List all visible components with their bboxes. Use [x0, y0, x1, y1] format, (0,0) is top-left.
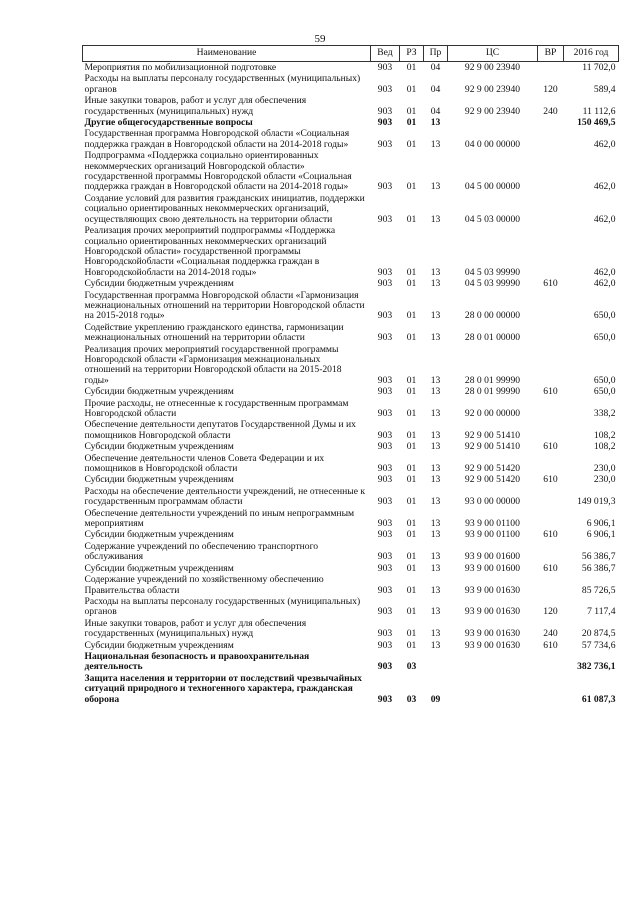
cell-pr: 13: [430, 584, 441, 596]
cell-sum: 57 734,6: [581, 639, 616, 651]
cell-name: Субсидии бюджетным учреждениям: [84, 529, 234, 541]
table-row: [83, 541, 619, 563]
cell-cs: [448, 117, 538, 128]
cell-rz: 01: [406, 83, 417, 95]
header-rz: РЗ: [400, 46, 424, 62]
cell-ved: 903: [377, 83, 393, 95]
cell-pr: 13: [430, 138, 441, 150]
cell-rz: 01: [406, 474, 417, 486]
cell-vr: [538, 344, 564, 387]
cell-ved: 903: [377, 386, 393, 398]
cell-cs: [448, 651, 538, 673]
cell-name: Другие общегосударственные вопросы: [84, 117, 253, 129]
cell-vr: [538, 574, 564, 596]
cell-ved: 903: [377, 310, 393, 322]
cell-name: Обеспечение деятельности депутатов Государственной Думы и их помощников Новгородской области: [84, 419, 356, 441]
cell-name: Государственная программа Новгородской области «Социальная поддержка граждан в Новгородской области на 2014-2018 годы»: [84, 128, 350, 150]
cell-cs: 04 5 03 00000: [464, 213, 521, 225]
cell-ved: 903: [377, 181, 393, 193]
cell-name: Подпрограмма «Поддержка социально ориентированных некоммерческих организаций Новгородской области» государственной программы Новгородской области «Социальная поддержка граждан в Новгородской области на 2014-2018 годы»: [84, 150, 352, 193]
cell-name: Содействие укреплению гражданского единства, гармонизации межнациональных отношений на территории области: [84, 321, 344, 344]
cell-pr: 13: [430, 429, 441, 441]
cell-rz: 01: [406, 62, 417, 73]
cell-pr: 13: [430, 628, 441, 640]
cell-sum: 149 019,3: [577, 496, 616, 508]
cell-sum: 462,0: [593, 278, 616, 290]
cell-sum: 11 112,6: [582, 105, 616, 117]
cell-cs: 92 9 00 51410: [464, 441, 521, 453]
cell-ved: 903: [377, 213, 393, 225]
cell-vr: [538, 398, 564, 420]
cell-cs: 92 9 00 51420: [464, 474, 521, 486]
cell-vr: [538, 673, 564, 705]
cell-ved: 903: [377, 463, 393, 475]
cell-pr: 13: [430, 474, 441, 486]
cell-name: Реализация прочих мероприятий государственной программы Новгородской области «Гармонизация межнациональных отношений на территории Новгородской области на 2015-2018 годы»: [84, 343, 342, 386]
cell-ved: 903: [377, 441, 393, 453]
cell-sum: 150 469,5: [577, 117, 616, 129]
cell-name: Субсидии бюджетным учреждениям: [84, 278, 234, 290]
cell-cs: 04 5 00 00000: [464, 181, 521, 193]
cell-name: Субсидии бюджетным учреждениям: [84, 639, 234, 651]
table-row: [83, 278, 619, 289]
cell-pr: 09: [430, 693, 441, 705]
cell-cs: 28 0 01 00000: [464, 332, 521, 344]
cell-sum: 108,2: [593, 429, 616, 441]
header-name: Наименование: [83, 46, 371, 62]
cell-sum: 462,0: [593, 213, 616, 225]
cell-ved: 903: [377, 518, 393, 530]
cell-ved: 903: [377, 661, 393, 673]
cell-sum: 462,0: [593, 138, 616, 150]
cell-ved: 903: [377, 408, 393, 419]
cell-rz: 01: [406, 463, 417, 475]
cell-cs: 28 0 01 99990: [464, 386, 521, 398]
cell-sum: 338,2: [593, 408, 616, 419]
cell-name: Иные закупки товаров, работ и услуг для обеспечения государственных (муниципальных) нужд: [84, 95, 307, 117]
cell-ved: 903: [377, 584, 393, 596]
table-row: [83, 290, 619, 322]
table-row: [83, 563, 619, 574]
table-row: [83, 441, 619, 452]
cell-vr: 610: [543, 278, 558, 290]
cell-pr: 13: [430, 213, 441, 225]
cell-vr: [538, 290, 564, 322]
cell-name: Расходы на обеспечение деятельности учреждений, не отнесенные к государственным программам области: [84, 485, 366, 508]
cell-vr: [538, 508, 564, 530]
table-row: [83, 474, 619, 485]
cell-pr: 13: [430, 278, 441, 290]
table-row: [83, 95, 619, 117]
table-row: [83, 574, 619, 596]
cell-pr: 13: [430, 463, 441, 475]
cell-sum: 108,2: [593, 441, 616, 453]
cell-rz: 01: [406, 332, 417, 344]
cell-sum: 56 386,7: [581, 562, 616, 574]
cell-cs: 93 9 00 01600: [464, 551, 521, 563]
cell-name: Прочие расходы, не отнесенные к государственным программам Новгородской области: [84, 397, 349, 419]
cell-sum: 7 117,4: [587, 606, 616, 618]
cell-vr: 610: [543, 562, 558, 574]
cell-sum: 6 906,1: [586, 518, 616, 530]
cell-vr: 240: [543, 105, 558, 117]
cell-ved: 903: [377, 278, 393, 290]
cell-cs: 92 9 00 23940: [464, 105, 521, 117]
cell-vr: [538, 541, 564, 563]
table-row: [83, 486, 619, 508]
table-row: [83, 596, 619, 618]
cell-cs: [448, 673, 538, 705]
cell-sum: 650,0: [593, 386, 616, 398]
cell-rz: 01: [406, 386, 417, 398]
cell-ved: 903: [377, 606, 393, 618]
table-row: [83, 73, 619, 95]
cell-cs: 92 0 00 00000: [464, 408, 521, 419]
table-body: [83, 62, 619, 705]
cell-vr: [538, 419, 564, 441]
cell-rz: 01: [406, 374, 417, 386]
cell-name: Национальная безопасность и правоохранительная деятельность: [84, 650, 310, 673]
cell-cs: 04 0 00 00000: [464, 138, 521, 150]
cell-pr: 13: [430, 332, 441, 344]
cell-name: Государственная программа Новгородской области «Гармонизация межнациональных отношений на территории Новгородской области на 2015-2018 годы»: [84, 289, 365, 322]
cell-vr: [538, 117, 564, 128]
cell-rz: 01: [406, 278, 417, 290]
header-ved: Вед: [371, 46, 400, 62]
cell-vr: [538, 486, 564, 508]
table-row: [83, 193, 619, 225]
table-row: [83, 529, 619, 540]
cell-pr: 04: [430, 62, 441, 73]
header-pr: Пр: [424, 46, 448, 62]
cell-sum: 650,0: [593, 332, 616, 344]
cell-vr: 610: [543, 474, 558, 486]
table-row: [83, 322, 619, 344]
cell-rz: 01: [406, 496, 417, 508]
table-row: [83, 508, 619, 530]
cell-vr: 610: [543, 441, 558, 453]
cell-name: Субсидии бюджетным учреждениям: [84, 562, 234, 574]
table-row: [83, 344, 619, 387]
cell-ved: 903: [377, 529, 393, 541]
cell-rz: 01: [406, 213, 417, 225]
cell-ved: 903: [377, 105, 393, 117]
cell-ved: 903: [377, 628, 393, 640]
cell-pr: 13: [430, 496, 441, 508]
cell-cs: 92 9 00 51420: [464, 463, 521, 475]
cell-vr: 610: [543, 639, 558, 651]
cell-rz: 01: [406, 181, 417, 193]
cell-ved: 903: [377, 117, 393, 129]
cell-rz: 01: [406, 639, 417, 651]
cell-pr: 13: [430, 441, 441, 453]
cell-rz: 01: [406, 551, 417, 563]
cell-cs: 92 9 00 51410: [464, 429, 521, 441]
cell-rz: 01: [406, 562, 417, 574]
cell-vr: [538, 651, 564, 673]
cell-cs: 93 0 00 00000: [464, 496, 521, 508]
cell-sum: 56 386,7: [581, 551, 616, 563]
cell-ved: 903: [377, 429, 393, 441]
cell-rz: 01: [406, 529, 417, 541]
cell-sum: 11 702,0: [582, 62, 616, 73]
header-sum: 2016 год: [564, 46, 619, 62]
cell-pr: 13: [430, 266, 441, 278]
cell-pr: 13: [430, 310, 441, 322]
cell-name: Содержание учреждений по обеспечению транспортного обслуживания: [84, 540, 319, 563]
cell-sum: 382 736,1: [577, 661, 616, 673]
cell-sum: 462,0: [593, 266, 616, 278]
cell-pr: 13: [430, 562, 441, 574]
cell-pr: 04: [430, 105, 441, 117]
cell-rz: 01: [406, 105, 417, 117]
cell-name: Субсидии бюджетным учреждениям: [84, 386, 234, 398]
cell-pr: 13: [430, 117, 441, 129]
cell-rz: 01: [406, 518, 417, 530]
cell-vr: [538, 193, 564, 225]
cell-ved: 903: [377, 138, 393, 150]
table-row: [83, 453, 619, 475]
cell-ved: 903: [377, 693, 393, 705]
cell-pr: 13: [430, 181, 441, 193]
cell-sum: 230,0: [593, 463, 616, 475]
cell-rz: 01: [406, 408, 417, 419]
table-row: [83, 640, 619, 651]
cell-cs: 04 5 03 99990: [464, 278, 521, 290]
cell-sum: 230,0: [593, 474, 616, 486]
cell-pr: 13: [430, 518, 441, 530]
cell-vr: [538, 62, 564, 74]
cell-vr: 120: [543, 606, 558, 618]
cell-rz: 01: [406, 117, 417, 129]
cell-name: Реализация прочих мероприятий подпрограммы «Поддержка социально ориентированных некоммерческих организаций Новгородской области» государственной программы Новгородскойобласти «Социальная поддержка граждан в Новгородскойобласти на 2014-2018 годы»: [84, 225, 336, 278]
cell-vr: 610: [543, 386, 558, 398]
cell-ved: 903: [377, 332, 393, 344]
cell-name: Субсидии бюджетным учреждениям: [84, 474, 234, 486]
cell-pr: [424, 651, 448, 673]
cell-pr: 13: [430, 408, 441, 419]
table-row: [83, 150, 619, 193]
cell-vr: [538, 225, 564, 278]
cell-cs: 93 9 00 01630: [464, 606, 521, 618]
cell-cs: 28 0 00 00000: [464, 310, 521, 322]
cell-cs: 93 9 00 01100: [465, 529, 520, 541]
cell-ved: 903: [377, 562, 393, 574]
table-row: [83, 117, 619, 128]
table-row: [83, 419, 619, 441]
cell-name: Защита населения и территории от последствий чрезвычайных ситуаций природного и техногенного характера, гражданская оборона: [84, 672, 362, 705]
cell-vr: 610: [543, 529, 558, 541]
cell-rz: 01: [406, 429, 417, 441]
cell-ved: 903: [377, 551, 393, 563]
cell-cs: 92 9 00 23940: [464, 83, 521, 95]
cell-cs: 93 9 00 01630: [464, 628, 521, 640]
cell-sum: 589,4: [593, 83, 616, 95]
cell-pr: 13: [430, 551, 441, 563]
cell-pr: 04: [430, 83, 441, 95]
page-number: 59: [314, 33, 326, 45]
cell-pr: 13: [430, 374, 441, 386]
cell-pr: 13: [430, 529, 441, 541]
cell-cs: 93 9 00 01630: [464, 584, 521, 596]
cell-sum: 85 726,5: [581, 584, 616, 596]
cell-ved: 903: [377, 62, 393, 73]
cell-name: Расходы на выплаты персоналу государственных (муниципальных) органов: [84, 595, 361, 618]
cell-sum: 462,0: [593, 181, 616, 193]
cell-ved: 903: [377, 474, 393, 486]
cell-rz: 01: [406, 441, 417, 453]
cell-rz: 01: [406, 584, 417, 596]
table-row: [83, 225, 619, 278]
table-row: [83, 651, 619, 673]
cell-ved: 903: [377, 266, 393, 278]
cell-ved: 903: [377, 639, 393, 651]
table-row: [83, 618, 619, 640]
cell-sum: 6 906,1: [586, 529, 616, 541]
budget-table: [82, 45, 619, 705]
cell-pr: 13: [430, 606, 441, 618]
cell-cs: 28 0 01 99990: [464, 374, 521, 386]
cell-cs: 04 5 03 99990: [464, 266, 521, 278]
table-row: [83, 62, 619, 74]
cell-sum: 650,0: [593, 374, 616, 386]
cell-cs: 93 9 00 01600: [464, 562, 521, 574]
table-row: [83, 128, 619, 150]
cell-sum: 20 874,5: [581, 628, 616, 640]
cell-name: Содержание учреждений по хозяйственному обеспечению Правительства области: [84, 574, 324, 596]
header-cs: ЦС: [448, 46, 538, 62]
cell-name: Обеспечение деятельности членов Совета Федерации и их помощников в Новгородской области: [84, 452, 325, 475]
cell-sum: 61 087,3: [581, 693, 616, 705]
cell-rz: 01: [406, 310, 417, 322]
cell-rz: 01: [406, 266, 417, 278]
cell-name: Мероприятия по мобилизационной подготовке: [84, 62, 277, 73]
cell-rz: 03: [406, 693, 417, 705]
cell-pr: 13: [430, 639, 441, 651]
cell-rz: 03: [406, 661, 417, 673]
cell-rz: 01: [406, 138, 417, 150]
cell-vr: [538, 150, 564, 193]
table-row: [83, 673, 619, 705]
table-row: [83, 386, 619, 397]
cell-vr: [538, 322, 564, 344]
cell-vr: 120: [543, 83, 558, 95]
cell-name: Субсидии бюджетным учреждениям: [84, 441, 234, 453]
cell-name: Иные закупки товаров, работ и услуг для обеспечения государственных (муниципальных) нужд: [84, 617, 307, 640]
cell-sum: 650,0: [593, 310, 616, 322]
cell-ved: 903: [377, 496, 393, 508]
table-header-row: [83, 46, 619, 62]
cell-vr: [538, 453, 564, 475]
cell-rz: 01: [406, 628, 417, 640]
cell-ved: 903: [377, 374, 393, 386]
cell-name: Создание условий для развития гражданских инициатив, поддержки социально ориентированных некоммерческих организаций, осуществляющих свою деятельность на территории области: [84, 192, 365, 225]
cell-name: Расходы на выплаты персоналу государственных (муниципальных) органов: [84, 73, 361, 95]
cell-pr: 13: [430, 386, 441, 398]
cell-vr: 240: [543, 628, 558, 640]
table-row: [83, 398, 619, 420]
cell-cs: 93 9 00 01630: [464, 639, 521, 651]
cell-rz: 01: [406, 606, 417, 618]
cell-cs: 93 9 00 01100: [465, 518, 520, 530]
cell-cs: 92 9 00 23940: [464, 62, 521, 73]
cell-vr: [538, 128, 564, 150]
header-vr: ВР: [538, 46, 564, 62]
cell-name: Обеспечение деятельности учреждений по иным непрограммным мероприятиям: [84, 507, 355, 530]
